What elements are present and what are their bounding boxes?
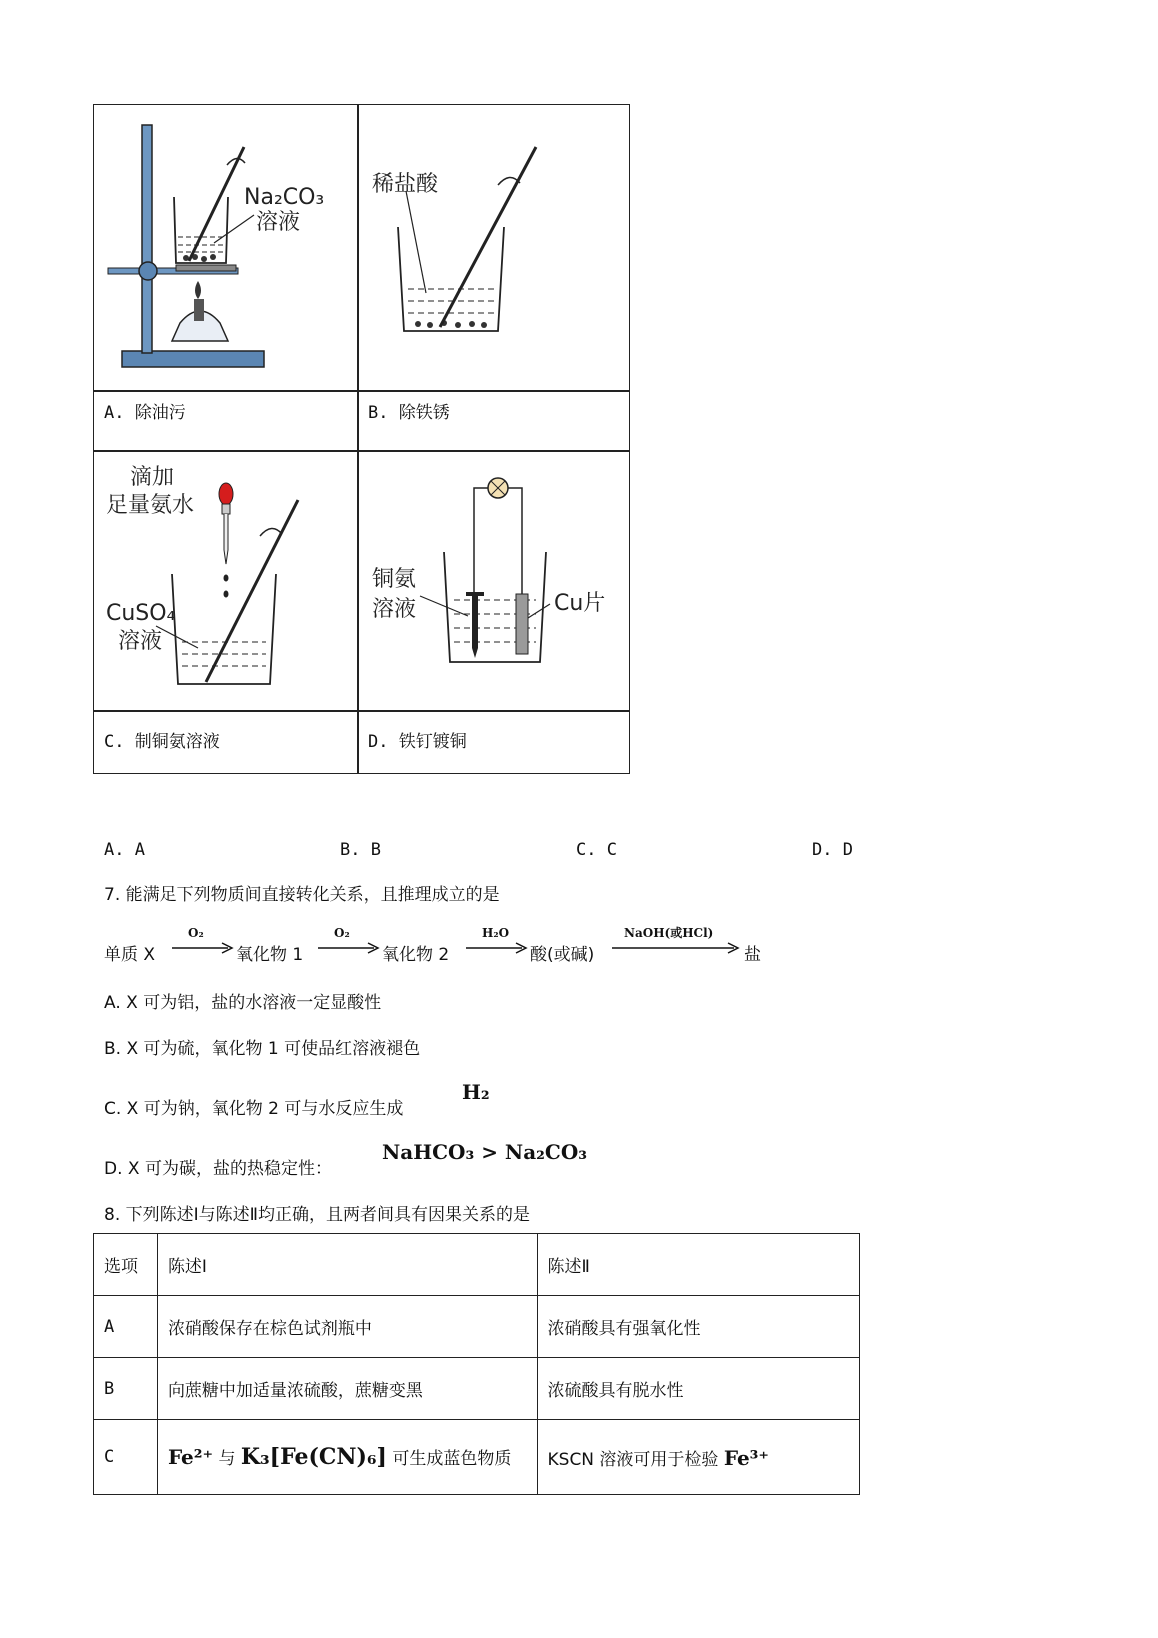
- option-d: D. D: [812, 840, 853, 860]
- tail-text: 可生成蓝色物质: [392, 1449, 512, 1469]
- label-solution: 溶液: [256, 210, 301, 235]
- arrow-icon: [318, 942, 380, 954]
- formula-ferricyanide: K₃[Fe(CN)₆]: [240, 1444, 387, 1470]
- header-statement-2: 陈述Ⅱ: [537, 1234, 860, 1296]
- svg-text:Na₂CO₃: [244, 185, 324, 210]
- label-copper-ammonia: 铜氨: [372, 567, 417, 592]
- q7-option-c: C. X 可为钠，氧化物 2 可与水反应生成: [104, 1099, 404, 1119]
- row-statement-1: [157, 1420, 537, 1495]
- q7-option-b: B. X 可为硫，氧化物 1 可使品红溶液褪色: [104, 1039, 421, 1059]
- conversion-chain: [104, 924, 784, 964]
- grid-divider: [94, 710, 629, 712]
- label-solution: 溶液: [372, 597, 417, 622]
- chain-start: 单质 X: [104, 945, 156, 965]
- option-c: C. C: [576, 840, 617, 860]
- caption-b: B. 除铁锈: [368, 403, 450, 423]
- arrow-icon: [612, 942, 740, 954]
- label-na2co3: Na₂CO₃: [244, 185, 325, 210]
- figure-d-electroplating: [358, 452, 630, 710]
- row-option: B: [94, 1358, 158, 1420]
- row-statement-1: 向蔗糖中加适量浓硫酸，蔗糖变黑: [157, 1358, 537, 1420]
- caption-a: A. 除油污: [104, 403, 186, 423]
- join-text: 与: [218, 1449, 236, 1469]
- chain-acid-base: 酸(或碱): [530, 945, 595, 965]
- table-row: [94, 1358, 860, 1420]
- figure-c-dropper: [94, 452, 357, 710]
- header-statement-1: 陈述Ⅰ: [157, 1234, 537, 1296]
- caption-c: C. 制铜氨溶液: [104, 732, 220, 752]
- table-row: [94, 1420, 860, 1495]
- chain-oxide-1: 氧化物 1: [236, 945, 304, 965]
- label-excess-ammonia: 足量氨水: [106, 493, 195, 518]
- label-dilute-hcl: 稀盐酸: [372, 172, 439, 197]
- chain-reagent-3: H₂O: [482, 926, 510, 940]
- kscn-text: KSCN 溶液可用于检验: [547, 1449, 719, 1470]
- row-statement-2: 浓硝酸具有强氧化性: [537, 1296, 860, 1358]
- chain-reagent-4: NaOH(或HCl): [624, 926, 714, 940]
- arrow-icon: [466, 942, 528, 954]
- chain-salt: 盐: [744, 945, 761, 965]
- chain-reagent-2: O₂: [334, 926, 350, 940]
- header-option: 选项: [94, 1234, 158, 1296]
- chain-oxide-2: 氧化物 2: [382, 945, 450, 965]
- label-cuso4: CuSO₄: [106, 601, 176, 626]
- question-8-stem: 8. 下列陈述Ⅰ与陈述Ⅱ均正确，且两者间具有因果关系的是: [104, 1205, 531, 1225]
- option-a: A. A: [104, 840, 145, 860]
- grid-divider: [94, 390, 629, 392]
- arrow-icon: [172, 942, 234, 954]
- formula-fe3: Fe³⁺: [723, 1445, 769, 1470]
- formula-stability: NaHCO₃ > Na₂CO₃: [382, 1140, 588, 1164]
- table-row: [94, 1296, 860, 1358]
- table-header-row: [94, 1234, 860, 1296]
- row-option: A: [94, 1296, 158, 1358]
- label-solution: 溶液: [118, 629, 163, 654]
- label-cu-plate: Cu片: [554, 591, 606, 616]
- q7-option-d: D. X 可为碳，盐的热稳定性：: [104, 1159, 332, 1179]
- apparatus-figure: [93, 104, 630, 774]
- q7-option-a: A. X 可为铝，盐的水溶液一定显酸性: [104, 993, 382, 1013]
- row-option: C: [94, 1420, 158, 1495]
- figure-b-beaker-acid: [358, 105, 630, 390]
- label-dropwise: 滴加: [130, 465, 175, 490]
- row-statement-2: 浓硫酸具有脱水性: [537, 1358, 860, 1420]
- row-statement-1: 浓硝酸保存在棕色试剂瓶中: [157, 1296, 537, 1358]
- caption-d: D. 铁钉镀铜: [368, 732, 467, 752]
- option-b: B. B: [340, 840, 381, 860]
- formula-fe2: Fe²⁺: [167, 1445, 214, 1469]
- chain-reagent-1: O₂: [188, 926, 204, 940]
- question-7-stem: 7. 能满足下列物质间直接转化关系，且推理成立的是: [104, 885, 500, 905]
- row-statement-2: [537, 1420, 860, 1495]
- statements-table: [93, 1233, 860, 1495]
- figure-a-heating-apparatus: [94, 105, 357, 390]
- formula-h2: H₂: [462, 1080, 490, 1104]
